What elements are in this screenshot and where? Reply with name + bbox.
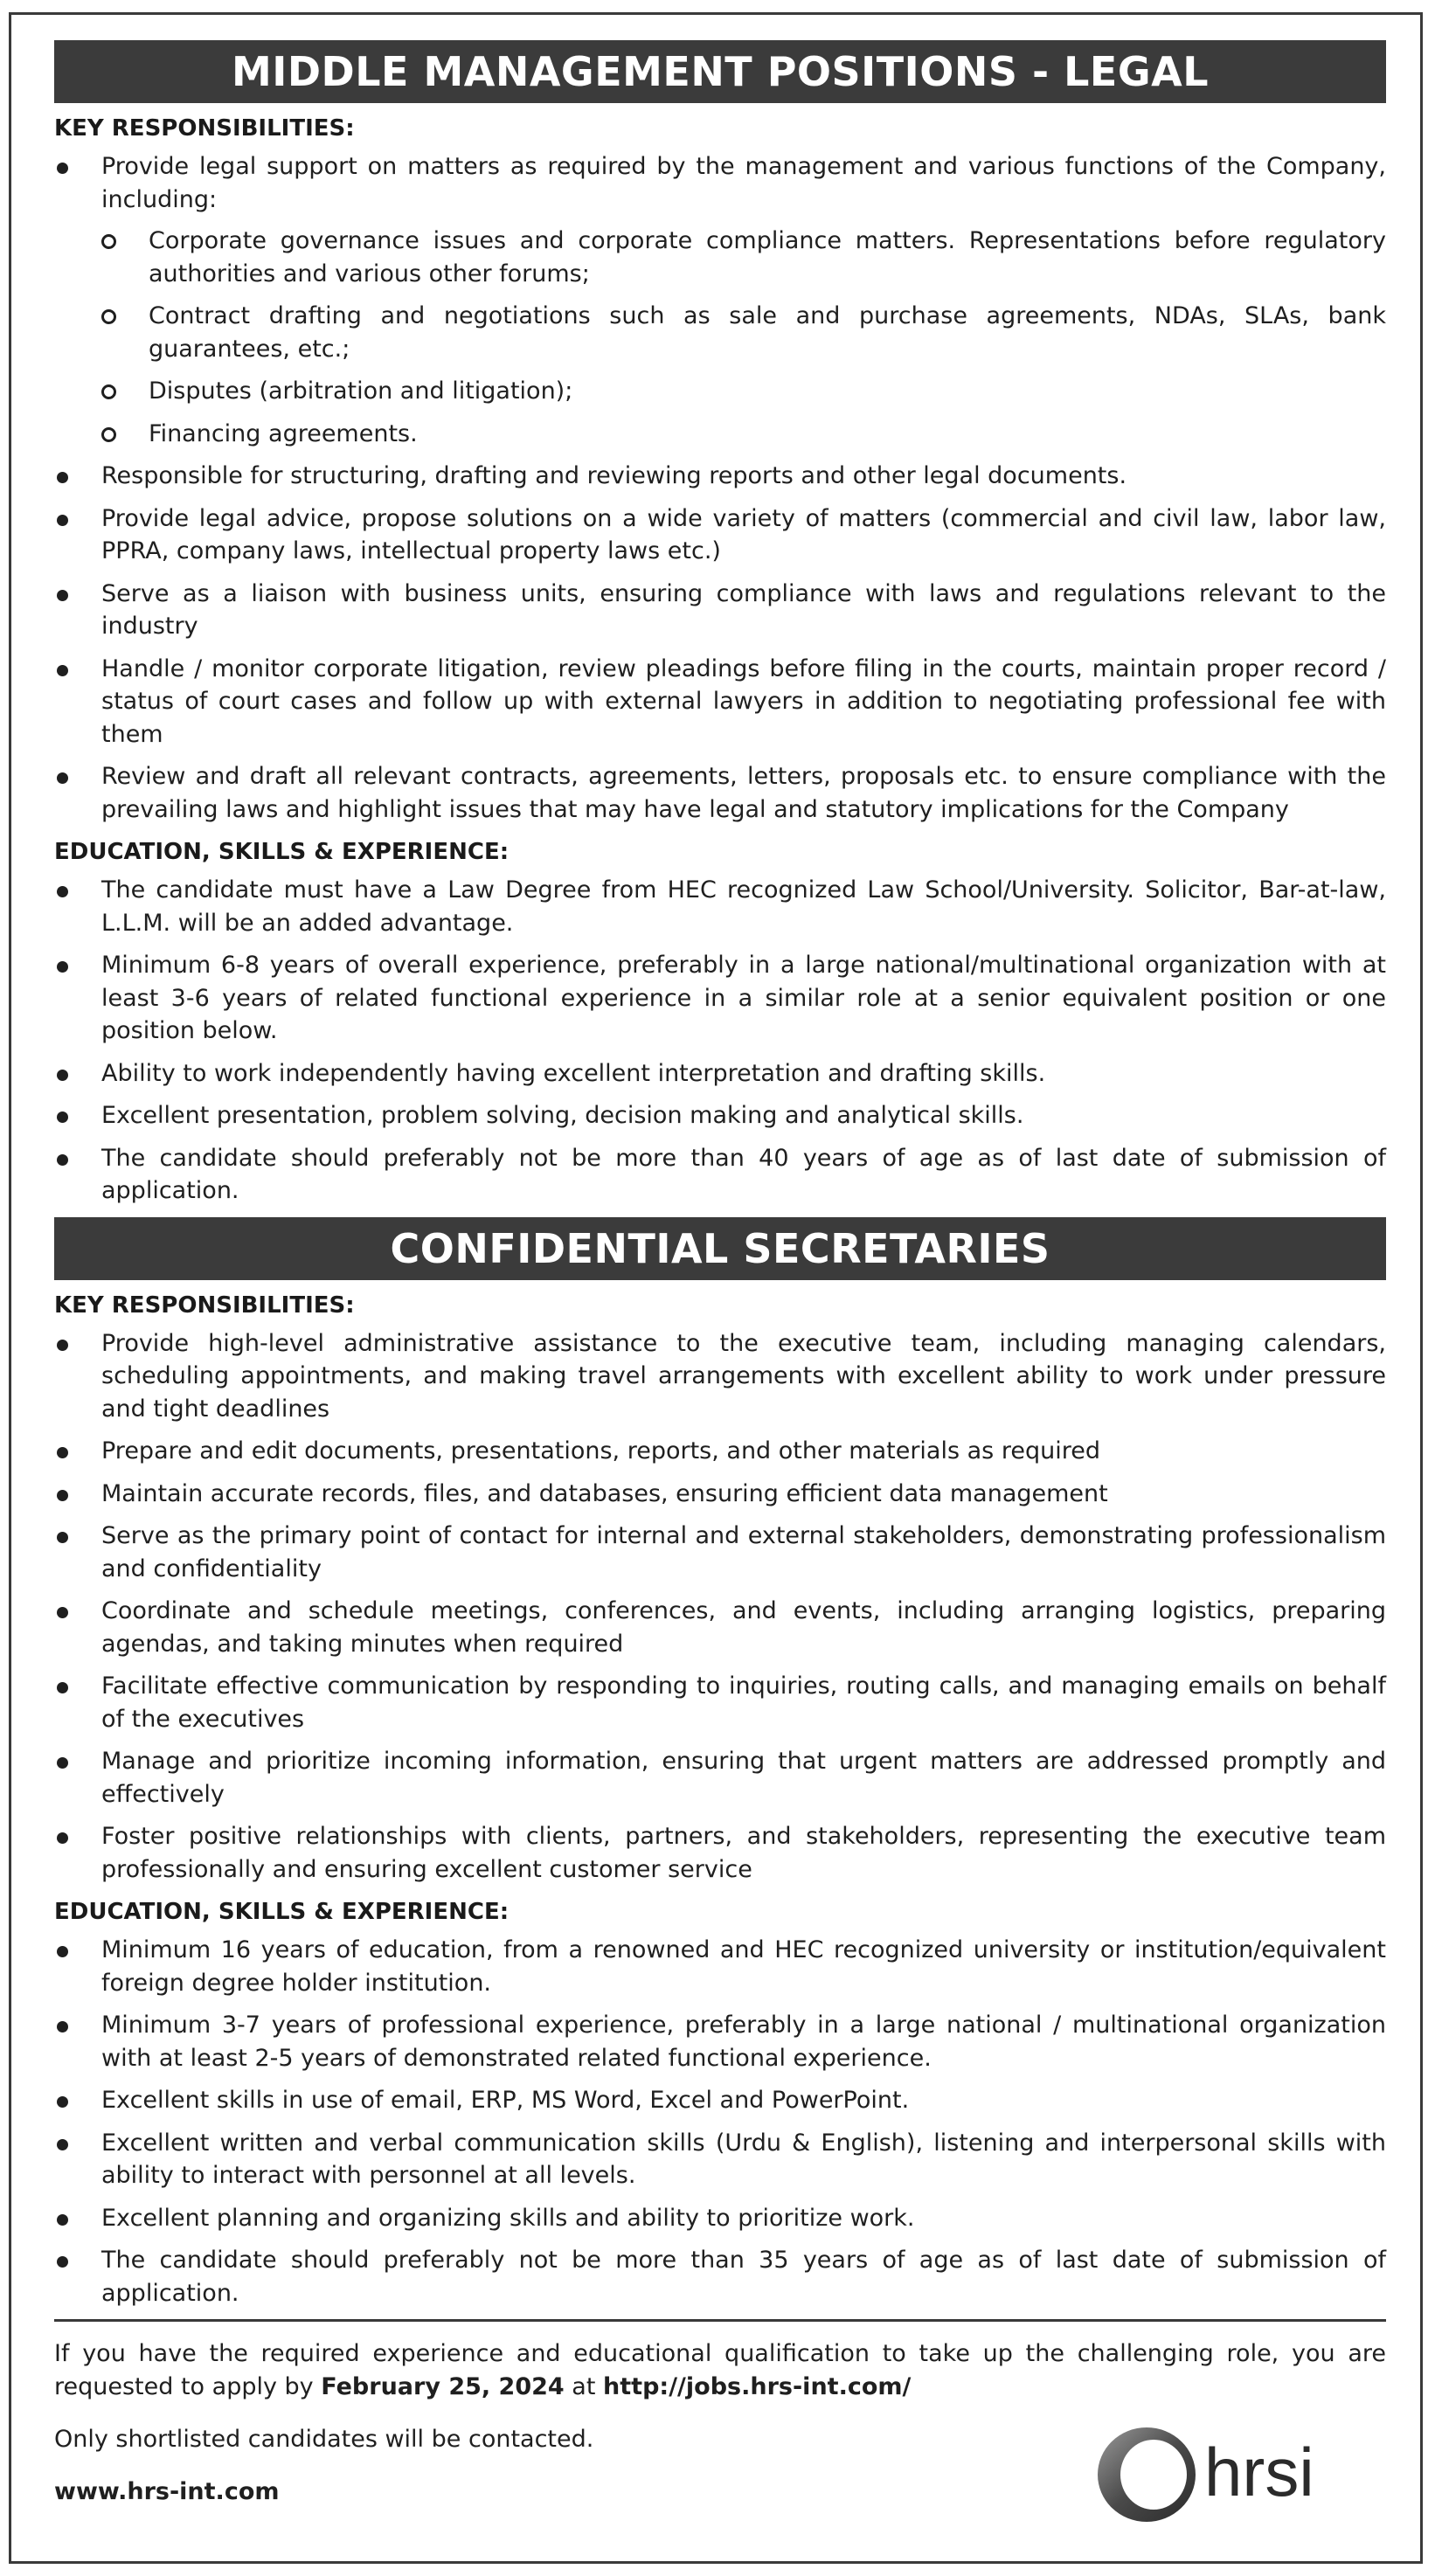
list-item bbox=[54, 1745, 1386, 1811]
list-item-text: Provide legal advice, propose solutions on a wide variety of matters (commercial and civil law, labor law, PPRA, company laws, intellectual property laws etc.) bbox=[101, 504, 1386, 564]
list-item bbox=[54, 1142, 1386, 1208]
list-item bbox=[54, 2202, 1386, 2235]
list-item-text: The candidate must have a Law Degree from HEC recognized Law School/University. Solicitor, Bar-at-law, L.L.M. will be an added advantage. bbox=[101, 876, 1386, 937]
education-list-legal bbox=[54, 874, 1386, 1208]
list-item-text: Provide legal support on matters as required by the management and various functions of the Company, including: bbox=[101, 153, 1386, 213]
list-item-text: Minimum 3-7 years of professional experience, preferably in a large national / multinational organization with at least 2-5 years of demonstrated related functional experience. bbox=[101, 2012, 1386, 2072]
list-item-text: Handle / monitor corporate litigation, review pleadings before filing in the courts, maintain proper record / status of court cases and follow up with external lawyers in addition to negotiating professional fee with them bbox=[101, 654, 1386, 748]
list-item bbox=[54, 1934, 1386, 1999]
list-item-text: Serve as a liaison with business units, ensuring compliance with laws and regulations relevant to the industry bbox=[101, 579, 1386, 640]
responsibilities-list-secretaries bbox=[54, 1327, 1386, 1887]
section-title-legal: MIDDLE MANAGEMENT POSITIONS - LEGAL bbox=[54, 40, 1386, 103]
list-item bbox=[54, 578, 1386, 643]
hrsi-logo-mark-icon bbox=[1092, 2422, 1381, 2527]
list-item bbox=[54, 1670, 1386, 1735]
list-item-text: Manage and prioritize incoming information, ensuring that urgent matters are addressed promptly and effectively bbox=[101, 1748, 1386, 1808]
list-item bbox=[54, 1595, 1386, 1660]
list-item-text: Facilitate effective communication by responding to inquiries, routing calls, and managing emails on behalf of the executives bbox=[101, 1672, 1386, 1733]
list-item bbox=[54, 502, 1386, 568]
apply-link[interactable]: http://jobs.hrs-int.com/ bbox=[603, 2373, 912, 2400]
deadline-date: February 25, 2024 bbox=[321, 2373, 565, 2400]
list-item-text: The candidate should preferably not be more than 35 years of age as of last date of submission of application. bbox=[101, 2247, 1386, 2307]
list-item-text: Minimum 6-8 years of overall experience, preferably in a large national/multinational organization with at least 3-6 years of related functional experience in a similar role at a senior equivalent position or one position below. bbox=[101, 952, 1386, 1044]
apply-instructions bbox=[54, 2337, 1386, 2404]
list-item-text: Prepare and edit documents, presentations, reports, and other materials as required bbox=[101, 1437, 1100, 1465]
shortlist-note: Only shortlisted candidates will be contacted. bbox=[54, 2426, 594, 2453]
footer-divider bbox=[54, 2319, 1386, 2322]
list-item bbox=[54, 1327, 1386, 1426]
list-item-text: Foster positive relationships with clients, partners, and stakeholders, representing the executive team professionally and ensuring excellent customer service bbox=[101, 1823, 1386, 1883]
website-link[interactable]: www.hrs-int.com bbox=[54, 2478, 280, 2505]
list-item-text: Maintain accurate records, files, and databases, ensuring efficient data management bbox=[101, 1479, 1108, 1507]
list-item bbox=[54, 460, 1386, 493]
list-item bbox=[54, 150, 1386, 450]
list-item-text: Excellent written and verbal communication skills (Urdu & English), listening and interpersonal skills with ability to interact with personnel at all levels. bbox=[101, 2129, 1386, 2189]
list-item-text: Serve as the primary point of contact for internal and external stakeholders, demonstrating professionalism and confidentiality bbox=[101, 1522, 1386, 1582]
list-item-text: Provide high-level administrative assistance to the executive team, including managing calendars, scheduling appointments, and making travel arrangements with excellent ability to work under pressure and tight deadlines bbox=[101, 1329, 1386, 1423]
list-item bbox=[54, 2009, 1386, 2074]
education-heading: EDUCATION, SKILLS & EXPERIENCE: bbox=[54, 1899, 510, 1925]
list-item bbox=[54, 1057, 1386, 1091]
list-item-text: Excellent skills in use of email, ERP, MS Word, Excel and PowerPoint. bbox=[101, 2087, 910, 2114]
sub-list-item: Corporate governance issues and corporate compliance matters. Representations before regulatory authorities and various other forums; bbox=[101, 225, 1386, 290]
list-item bbox=[54, 949, 1386, 1048]
list-item-text: Coordinate and schedule meetings, conferences, and events, including arranging logistics, preparing agendas, and taking minutes when required bbox=[101, 1597, 1386, 1658]
list-item bbox=[54, 2084, 1386, 2117]
list-item-text: Excellent presentation, problem solving, decision making and analytical skills. bbox=[101, 1102, 1024, 1129]
list-item-text: Review and draft all relevant contracts, agreements, letters, proposals etc. to ensure compliance with the prevailing laws and highlight issues that may have legal and statutory implications for the Company bbox=[101, 763, 1386, 823]
sub-list-item: Contract drafting and negotiations such as sale and purchase agreements, NDAs, SLAs, bank guarantees, etc.; bbox=[101, 300, 1386, 365]
list-item bbox=[54, 760, 1386, 826]
list-item-text: Ability to work independently having excellent interpretation and drafting skills. bbox=[101, 1059, 1046, 1087]
apply-text: If you have the required experience and educational qualification to take up the challenging role, you are requested to apply by bbox=[54, 2340, 1386, 2400]
responsibilities-heading: KEY RESPONSIBILITIES: bbox=[54, 115, 355, 142]
list-item bbox=[54, 1820, 1386, 1886]
sub-list-item: Disputes (arbitration and litigation); bbox=[101, 375, 1386, 408]
sub-list-item: Financing agreements. bbox=[101, 418, 1386, 451]
list-item bbox=[54, 1478, 1386, 1511]
sub-list bbox=[101, 225, 1386, 450]
job-ad-content bbox=[54, 40, 1386, 2509]
education-list-secretaries bbox=[54, 1934, 1386, 2309]
list-item-text: Minimum 16 years of education, from a renowned and HEC recognized university or institution/equivalent foreign degree holder institution. bbox=[101, 1936, 1386, 1997]
list-item bbox=[54, 1435, 1386, 1468]
responsibilities-list-legal bbox=[54, 150, 1386, 826]
list-item bbox=[54, 1520, 1386, 1585]
responsibilities-heading: KEY RESPONSIBILITIES: bbox=[54, 1291, 355, 1319]
list-item bbox=[54, 2127, 1386, 2192]
list-item bbox=[54, 2244, 1386, 2309]
at-text: at bbox=[572, 2373, 596, 2400]
logo-wordmark: hrsi bbox=[1204, 2434, 1314, 2510]
list-item-text: The candidate should preferably not be more than 40 years of age as of last date of submission of application. bbox=[101, 1144, 1386, 1204]
section-title-secretaries: CONFIDENTIAL SECRETARIES bbox=[54, 1217, 1386, 1280]
list-item-text: Excellent planning and organizing skills and ability to prioritize work. bbox=[101, 2204, 915, 2232]
list-item bbox=[54, 874, 1386, 939]
education-heading: EDUCATION, SKILLS & EXPERIENCE: bbox=[54, 839, 510, 865]
hrsi-logo bbox=[1092, 2422, 1381, 2527]
list-item bbox=[54, 653, 1386, 751]
list-item bbox=[54, 1099, 1386, 1132]
list-item-text: Responsible for structuring, drafting and reviewing reports and other legal documents. bbox=[101, 462, 1127, 489]
